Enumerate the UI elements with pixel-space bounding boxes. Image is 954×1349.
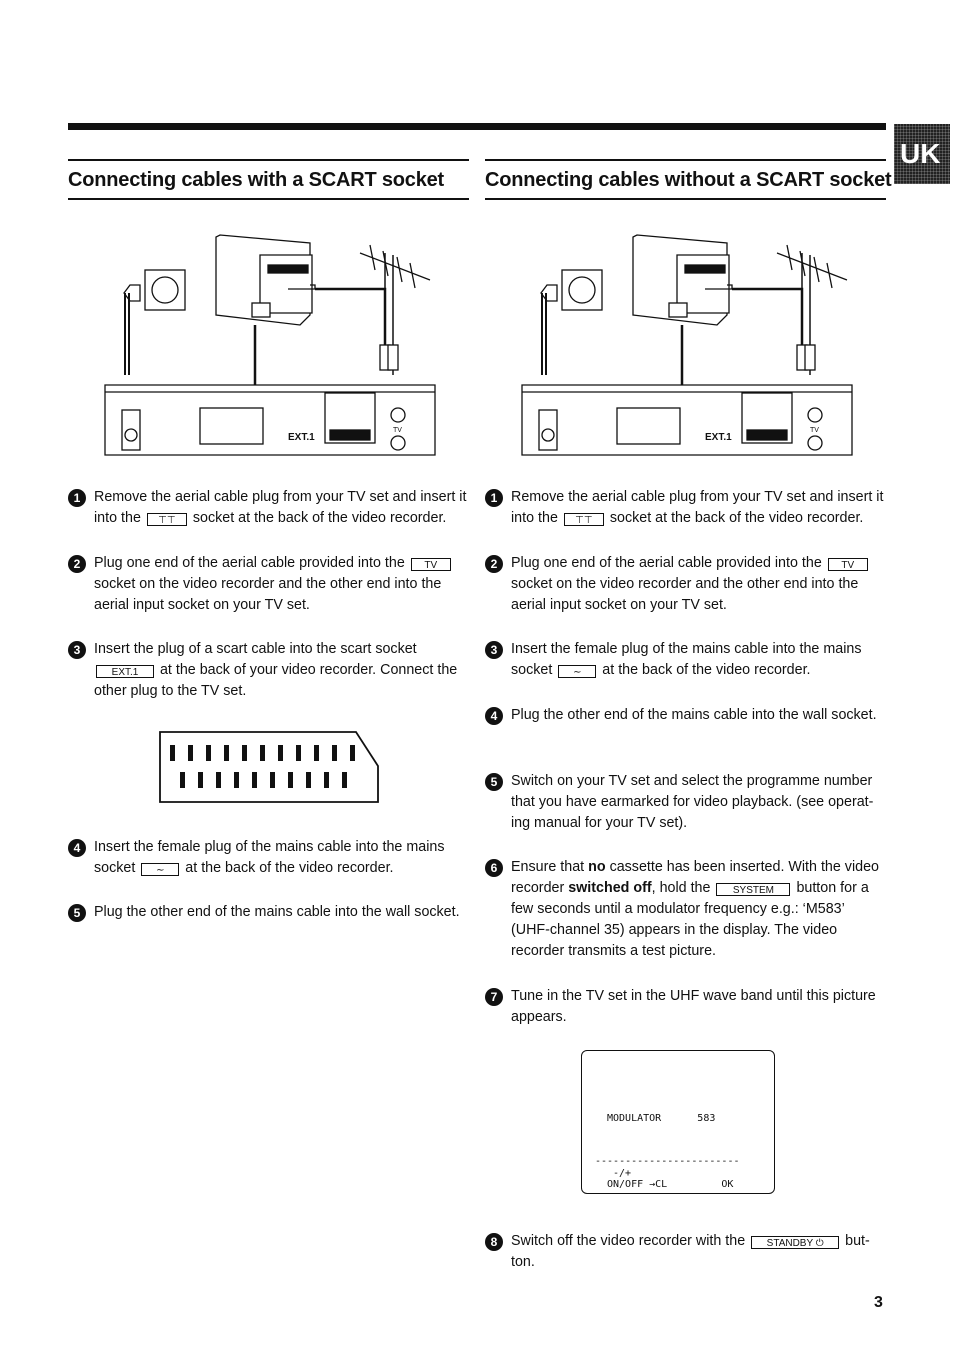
step-number: 2 — [68, 555, 86, 573]
left-step-5 — [68, 902, 468, 923]
top-rule — [68, 123, 886, 130]
step-text-bold: no — [588, 859, 606, 875]
step-text: at the back of the video recorder. — [185, 860, 394, 876]
step-number: 2 — [485, 555, 503, 573]
step-text: at the back of the video recorder. — [602, 662, 811, 678]
left-step-1 — [68, 487, 468, 529]
modulator-line: MODULATOR 583 — [607, 1113, 716, 1124]
step-number: 3 — [68, 641, 86, 659]
step-number: 1 — [485, 489, 503, 507]
step-text: Switch off the video recorder with the — [511, 1233, 746, 1249]
step-text: Insert the female plug of the mains cable into the mains socket — [511, 641, 862, 678]
step-text: Tune in the TV set in the UHF wave band until this picture appears. — [511, 988, 876, 1025]
step-text: button for a few seconds until a modulator frequency e.g.: ‘M583’ (UHF-channel 35) appears in the display. The video recorder transmits a test picture. — [511, 880, 869, 959]
right-step-8 — [485, 1231, 887, 1273]
step-text: socket at the back of the video recorder. — [192, 510, 447, 526]
left-step-2 — [68, 553, 468, 616]
left-section-title: Connecting cables with a SCART socket — [68, 159, 469, 200]
tv-socket-icon: TV — [828, 558, 868, 571]
screen-line: -/+ — [607, 1168, 632, 1179]
step-text: socket at the back of the video recorder. — [609, 510, 864, 526]
step-text: at the back of your video recorder. Connect the other plug to the TV set. — [94, 662, 458, 699]
step-text: Plug one end of the aerial cable provided into the — [511, 555, 822, 571]
right-step-4 — [485, 705, 887, 726]
step-text: Remove the aerial cable plug from your TV set and insert it into the — [511, 489, 884, 526]
right-step-7 — [485, 986, 887, 1028]
tv-socket-label: TV — [393, 427, 402, 434]
language-tab: UK — [894, 124, 950, 184]
step-number: 5 — [485, 773, 503, 791]
ext1-label: EXT.1 — [705, 432, 732, 443]
left-step-3 — [68, 639, 468, 702]
system-button-icon: SYSTEM — [716, 883, 790, 896]
mains-socket-icon: ∼ — [558, 665, 596, 678]
step-text: , hold the — [651, 880, 711, 896]
tv-socket-icon: TV — [411, 558, 451, 571]
step-number: 6 — [485, 859, 503, 877]
step-number: 5 — [68, 904, 86, 922]
right-section-title: Connecting cables without a SCART socket — [485, 159, 886, 200]
right-connection-diagram — [517, 225, 857, 461]
ext1-socket-icon: EXT.1 — [96, 665, 154, 678]
ext1-label: EXT.1 — [288, 432, 315, 443]
step-text: Plug the other end of the mains cable into the wall socket. — [94, 904, 460, 920]
aerial-socket-icon: ⊤⊤ — [147, 513, 187, 526]
step-text: Insert the female plug of the mains cable into the mains socket — [94, 839, 445, 876]
page-number: 3 — [874, 1294, 883, 1311]
step-text: Switch on your TV set and select the programme number that you have earmarked for video playback. (see operat-ing manual for your TV set). — [511, 773, 874, 831]
standby-button-icon: STANDBY ⏻ — [751, 1236, 839, 1249]
left-connection-diagram — [100, 225, 440, 461]
step-text-bold: switched off — [568, 880, 652, 896]
screen-line: ON/OFF →CL OK — [607, 1179, 734, 1190]
step-text: cassette has been inserted. With the video recorder — [511, 859, 879, 896]
step-number: 4 — [485, 707, 503, 725]
step-text: Plug one end of the aerial cable provided into the — [94, 555, 405, 571]
aerial-socket-icon: ⊤⊤ — [564, 513, 604, 526]
right-step-1 — [485, 487, 887, 529]
right-step-2 — [485, 553, 887, 616]
right-step-5 — [485, 771, 887, 834]
right-step-3 — [485, 639, 887, 681]
step-text: Insert the plug of a scart cable into the scart socket — [94, 641, 417, 657]
step-text: Plug the other end of the mains cable into the wall socket. — [511, 707, 877, 723]
step-text: socket on the video recorder and the other end into the aerial input socket on your TV set. — [94, 576, 442, 613]
step-number: 1 — [68, 489, 86, 507]
step-number: 8 — [485, 1233, 503, 1251]
test-picture-screen — [581, 1050, 775, 1194]
step-text: Ensure that — [511, 859, 585, 875]
screen-divider: ------------------------ — [595, 1156, 740, 1167]
scart-plug-illustration — [158, 730, 380, 806]
step-number: 4 — [68, 839, 86, 857]
step-text: Remove the aerial cable plug from your TV set and insert it into the — [94, 489, 467, 526]
step-number: 7 — [485, 988, 503, 1006]
mains-socket-icon: ∼ — [141, 863, 179, 876]
step-text: socket on the video recorder and the other end into the aerial input socket on your TV set. — [511, 576, 859, 613]
left-step-4 — [68, 837, 468, 879]
right-step-6 — [485, 857, 887, 962]
step-number: 3 — [485, 641, 503, 659]
tv-socket-label: TV — [810, 427, 819, 434]
step-text: but-ton. — [511, 1233, 870, 1270]
